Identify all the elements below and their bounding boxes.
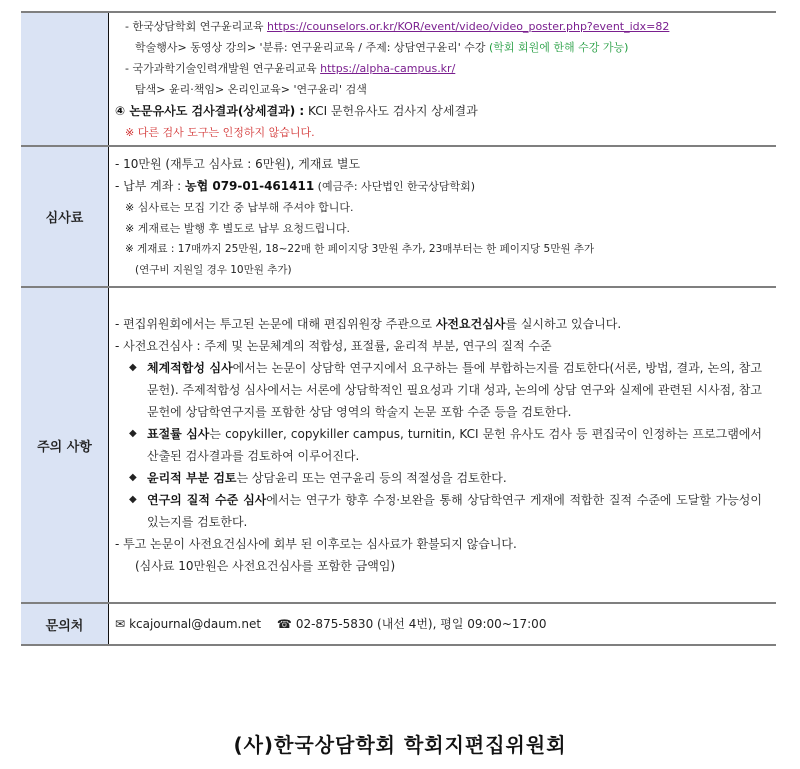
table-row-contact — [21, 603, 776, 645]
footer-organization: (사)한국상담학회 학회지편집위원회 — [233, 733, 567, 757]
row-label-cautions: 주의 사항 — [21, 287, 109, 603]
kird-path-line: 탐색> 윤리·책임> 온리인교육> '연구윤리' 검색 — [135, 82, 367, 96]
row-content-ethics — [109, 12, 777, 146]
bullet-item-quality — [115, 489, 776, 533]
pre-review-intro-suffix: 를 실시하고 있습니다. — [505, 317, 622, 331]
similarity-check-text: KCI 문헌유사도 검사지 상세결과 — [304, 103, 478, 118]
submission-info-table — [21, 11, 776, 646]
other-tools-warning: ※ 다른 검사 도구는 인정하지 않습니다. — [125, 125, 315, 139]
fee-note-4: (연구비 지원일 경우 10만원 추가) — [135, 263, 292, 276]
bullet-plagiarism-text: 는 copykiller, copykiller campus, turnitin, KCI 문헌 유사도 검사 등 편집국이 인정하는 프로그램에서 산출된 검사결과를 검토하여 이루어진다. — [147, 427, 762, 463]
table-row-review-fee — [21, 146, 776, 287]
kca-path-line — [115, 37, 776, 58]
pre-review-intro — [115, 313, 776, 335]
kca-ethics-label: - 한국상담학회 연구윤리교육 — [125, 19, 267, 33]
bullet-structure-text: 에서는 논문이 상담학 연구지에서 요구하는 틀에 부합하는지를 검토한다(서론, 방법, 결과, 논의, 참고문헌). 주제적합성 심사에서는 서론에 상담학적인 필요성과 기대 성과, 논의에 상담 연구와 실제에 관련된 시사점, 참고문헌에 상담학연구지를 포함한 상담 영역의 학술지 논문 포함 수준 등을 검토한다. — [147, 361, 762, 419]
account-label: - 납부 계좌 : — [115, 178, 185, 193]
pre-review-criteria: - 사전요건심사 : 주제 및 논문체계의 적합성, 표절률, 윤리적 부분, 연구의 질적 수준 — [115, 339, 552, 353]
row-content-contact — [109, 603, 777, 645]
fee-note-1: ※ 심사료는 모집 기간 중 납부해 주셔야 합니다. — [125, 200, 354, 214]
fee-note-3: ※ 게재료 : 17매까지 25만원, 18~22매 한 페이지당 3만원 추가, 23매부터는 한 페이지당 5만원 추가 — [125, 242, 595, 255]
kca-ethics-line — [115, 16, 776, 37]
kca-path-text: 학술행사> 동영상 강의> '분류: 연구윤리교육 / 주제: 상담연구윤리' 수강 — [135, 40, 489, 54]
account-number: 농협 079-01-461411 — [185, 178, 315, 193]
bullet-ethics-text: 는 상담윤리 또는 연구윤리 등의 적절성을 검토한다. — [236, 471, 507, 485]
bullet-structure-title: 체계적합성 심사 — [147, 361, 233, 375]
bullet-diamond-icon: ◆ — [129, 362, 137, 373]
contact-phone: 02-875-5830 (내선 4번), 평일 09:00~17:00 — [295, 617, 547, 631]
bullet-plagiarism-title: 표절률 심사 — [147, 427, 210, 441]
similarity-check-line — [115, 100, 776, 122]
bullet-item-structure — [115, 357, 776, 423]
bullet-quality-title: 연구의 질적 수준 심사 — [147, 493, 267, 507]
kird-ethics-link[interactable]: https://alpha-campus.kr/ — [320, 61, 456, 75]
bullet-diamond-icon: ◆ — [129, 472, 137, 483]
bullet-diamond-icon: ◆ — [129, 428, 137, 439]
refund-note: (심사료 10만원은 사전요건심사를 포함한 금액임) — [135, 559, 396, 573]
row-content-cautions — [109, 287, 777, 603]
phone-icon: ☎ — [276, 617, 292, 631]
table-row-cautions — [21, 287, 776, 603]
refund-policy: - 투고 논문이 사전요건심사에 회부 된 이후로는 심사료가 환불되지 않습니다. — [115, 537, 517, 551]
bullet-item-plagiarism — [115, 423, 776, 467]
bullet-ethics-title: 윤리적 부분 검토 — [147, 471, 237, 485]
envelope-icon: ✉ — [115, 617, 126, 631]
row-content-review-fee — [109, 146, 777, 287]
row-label-review-fee: 심사료 — [21, 146, 109, 287]
fee-line: - 10만원 (재투고 심사료 : 6만원), 게재료 별도 — [115, 156, 361, 171]
pre-review-intro-bold: 사전요건심사 — [435, 317, 506, 331]
contact-email[interactable]: kcajournal@daum.net — [129, 617, 262, 631]
fee-note-2: ※ 게재료는 발행 후 별도로 납부 요청드립니다. — [125, 221, 350, 235]
kca-member-note: (학회 회원에 한해 수강 가능) — [488, 40, 629, 54]
similarity-check-title: ④ 논문유사도 검사결과(상세결과) : — [115, 103, 305, 118]
account-line — [115, 175, 776, 197]
table-row-ethics — [21, 12, 776, 146]
bullet-quality-text: 에서는 연구가 향후 수정·보완을 통해 상담학연구 게재에 적합한 질적 수준에 도달할 가능성이 있는지를 검토한다. — [147, 493, 762, 529]
pre-review-intro-text: - 편집위원회에서는 투고된 논문에 대해 편집위원장 주관으로 — [115, 317, 436, 331]
row-label-ethics — [21, 12, 109, 146]
kird-ethics-line — [115, 58, 776, 79]
kird-ethics-label: - 국가과학기술인력개발원 연구윤리교육 — [125, 61, 321, 75]
contact-line — [115, 613, 776, 635]
account-holder: (예금주: 사단법인 한국상담학회) — [314, 179, 476, 193]
row-label-contact: 문의처 — [21, 603, 109, 645]
kca-ethics-link[interactable]: https://counselors.or.kr/KOR/event/video/video_poster.php?event_idx=82 — [266, 19, 670, 33]
bullet-diamond-icon: ◆ — [129, 494, 137, 505]
bullet-item-ethics — [115, 467, 776, 489]
